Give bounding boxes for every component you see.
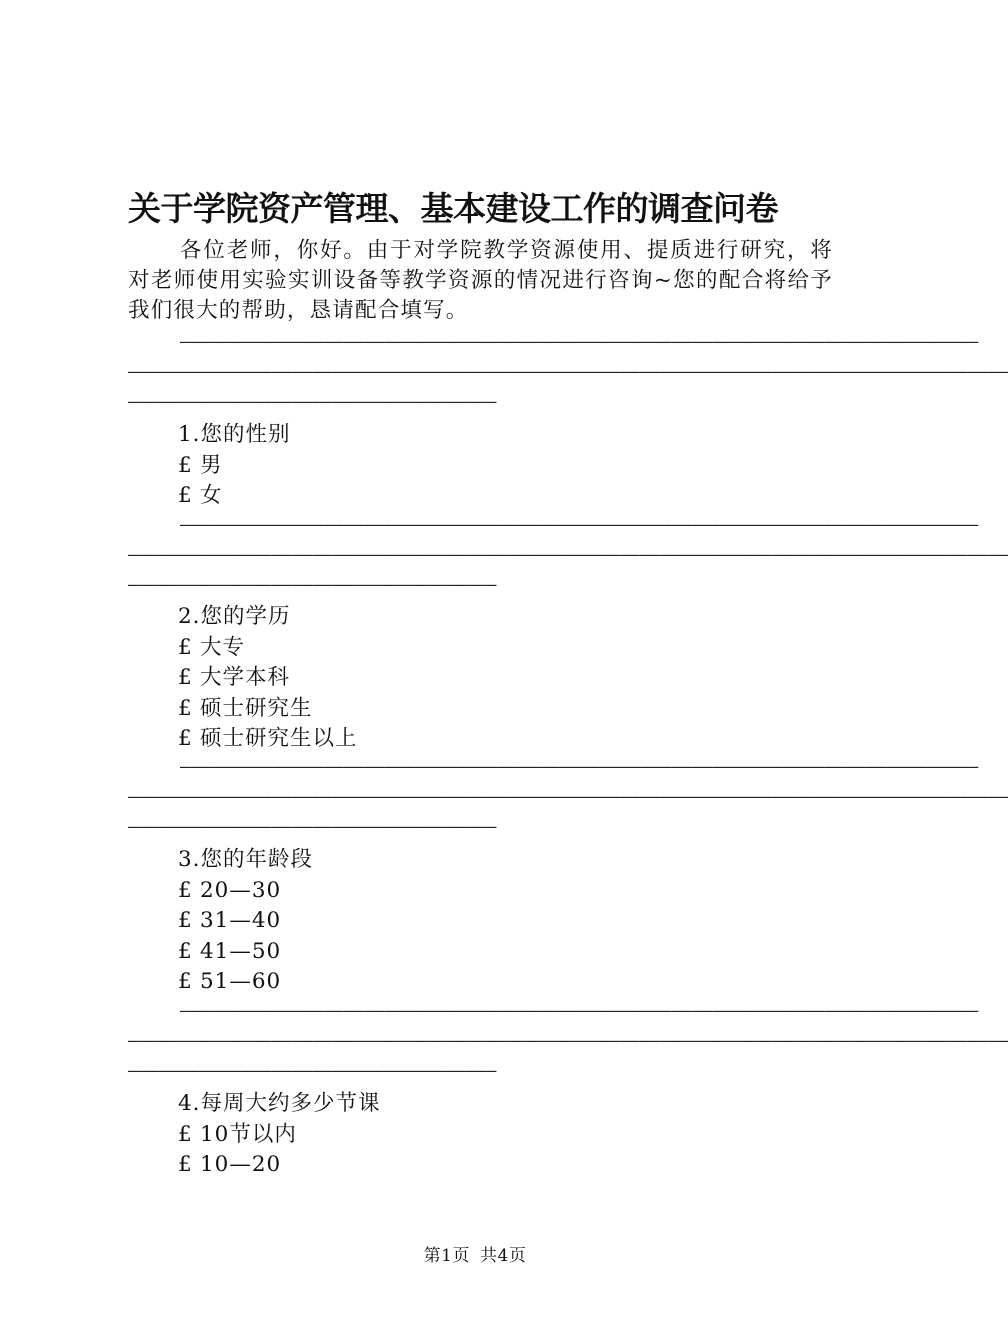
option-age-31-40[interactable] <box>178 906 313 937</box>
question-title: 1.您的性别 <box>178 422 291 447</box>
option-label: 51—60 <box>200 969 282 994</box>
option-label: 男 <box>200 452 223 478</box>
question-4 <box>178 1089 381 1181</box>
checkbox-icon[interactable]: £ <box>178 726 193 751</box>
document-title: 关于学院资产管理、基本建设工作的调查问卷 <box>128 189 778 228</box>
option-bachelor[interactable] <box>178 663 358 694</box>
option-male[interactable] <box>178 451 291 482</box>
question-title: 2.您的学历 <box>178 604 291 629</box>
checkbox-icon[interactable]: £ <box>178 695 193 721</box>
page-number: 第1页 <box>423 1246 470 1266</box>
option-label: 硕士研究生 <box>200 695 313 721</box>
option-master[interactable] <box>178 694 358 725</box>
page-footer <box>0 1241 950 1266</box>
separator-line: —————————————————————————————————————————————————————————————————————————————— —————————————————————————————————————————————————————————————————————————————————————— ———————————————————————————————————— <box>128 515 1008 595</box>
option-age-51-60[interactable] <box>178 967 313 998</box>
checkbox-icon[interactable]: £ <box>178 1121 193 1147</box>
checkbox-icon[interactable]: £ <box>178 634 193 660</box>
intro-paragraph: 各位老师，你好。由于对学院教学资源使用、提质进行研究，将对老师使用实验实训设备等教学资源的情况进行咨询~您的配合将给予我们很大的帮助，恳请配合填写。 <box>128 238 833 323</box>
option-label: 31—40 <box>200 908 282 933</box>
option-label: 大学本科 <box>200 665 291 690</box>
checkbox-icon[interactable]: £ <box>178 908 193 933</box>
option-label: 大专 <box>200 634 246 660</box>
checkbox-icon[interactable]: £ <box>178 1152 193 1177</box>
question-title: 4.每周大约多少节课 <box>178 1091 381 1116</box>
checkbox-icon[interactable]: £ <box>178 877 193 903</box>
question-1 <box>178 420 291 512</box>
option-junior-college[interactable] <box>178 633 358 664</box>
option-label: 10—20 <box>200 1152 282 1177</box>
option-10-20[interactable] <box>178 1150 381 1181</box>
checkbox-icon[interactable]: £ <box>178 452 193 478</box>
checkbox-icon[interactable]: £ <box>178 483 193 508</box>
checkbox-icon[interactable]: £ <box>178 665 193 690</box>
separator-line: —————————————————————————————————————————————————————————————————————————————— —————————————————————————————————————————————————————————————————————————————————————— ———————————————————————————————————— <box>128 1001 1008 1081</box>
question-title: 3.您的年龄段 <box>178 847 314 872</box>
option-label: 20—30 <box>200 877 282 903</box>
option-female[interactable] <box>178 481 291 512</box>
option-under-10[interactable] <box>178 1120 381 1151</box>
option-age-41-50[interactable] <box>178 937 313 968</box>
option-label: 41—50 <box>200 938 282 964</box>
separator-line: —————————————————————————————————————————————————————————————————————————————— —————————————————————————————————————————————————————————————————————————————————————— ———————————————————————————————————— <box>128 757 1008 837</box>
page-total: 共4页 <box>480 1246 527 1266</box>
separator-line: —————————————————————————————————————————————————————————————————————————————— —————————————————————————————————————————————————————————————————————————————————————— ———————————————————————————————————— <box>128 332 1008 412</box>
option-age-20-30[interactable] <box>178 876 313 907</box>
checkbox-icon[interactable]: £ <box>178 969 193 994</box>
option-above-master[interactable] <box>178 724 358 755</box>
question-2 <box>178 602 358 755</box>
checkbox-icon[interactable]: £ <box>178 938 193 964</box>
question-3 <box>178 845 313 998</box>
option-label: 硕士研究生以上 <box>200 726 358 751</box>
option-label: 女 <box>200 483 223 508</box>
option-label: 10节以内 <box>200 1121 297 1147</box>
